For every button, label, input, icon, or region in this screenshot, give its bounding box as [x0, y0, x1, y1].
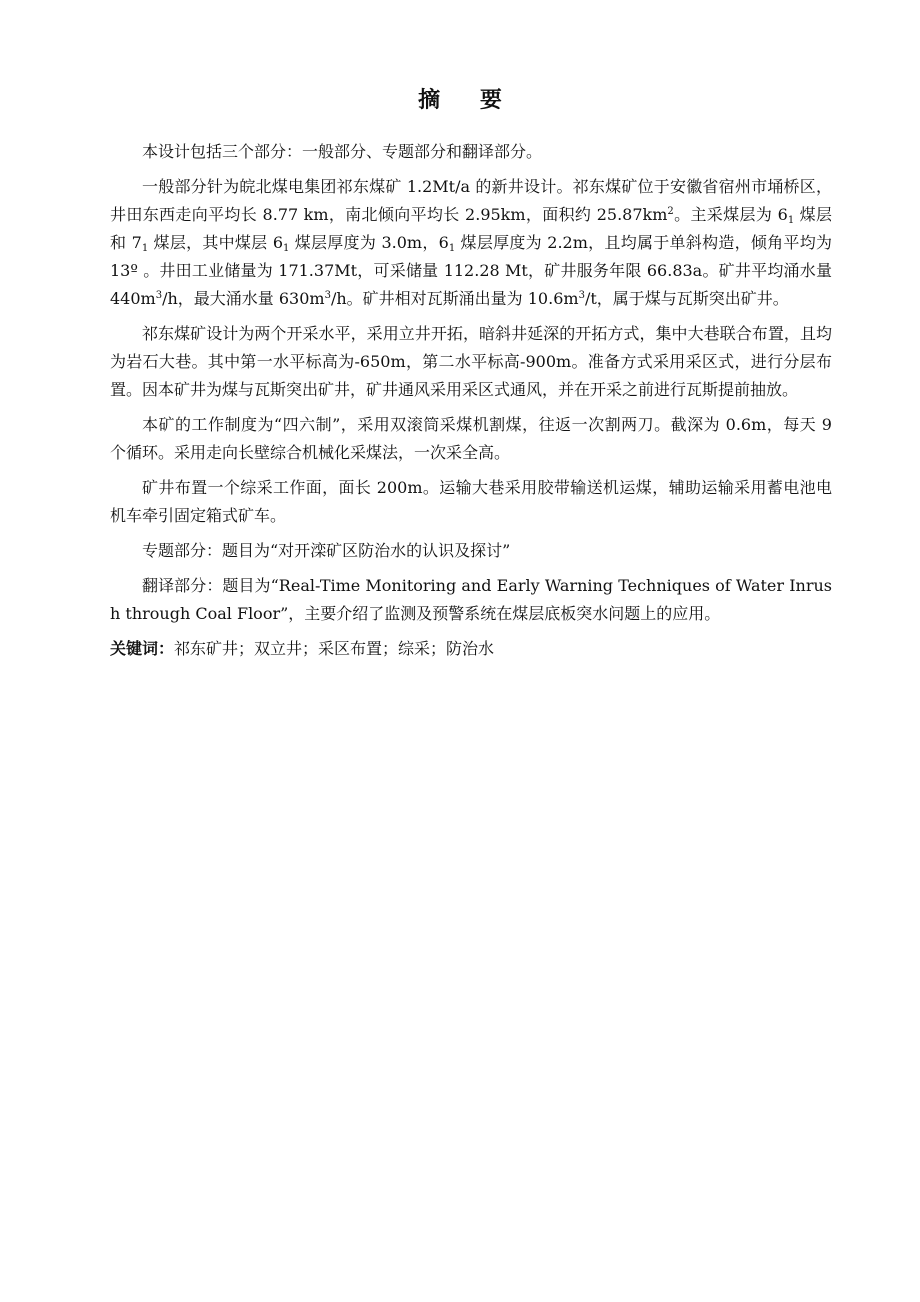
paragraph-development: 祁东煤矿设计为两个开采水平，采用立井开拓，暗斜井延深的开拓方式，集中大巷联合布置，且均为岩石大巷。其中第一水平标高为-650m，第二水平标高-900m。准备方式采用采区式，进行分层布置。因本矿井为煤与瓦斯突出矿井，矿井通风采用采区式通风，并在开采之前进行瓦斯提前抽放。: [110, 324, 832, 399]
abstract-body: [110, 138, 832, 663]
keywords-line: [110, 635, 832, 663]
subscript-seam-2: 1: [141, 243, 149, 254]
superscript-volume-2: 3: [324, 290, 331, 301]
general-text-1: 一般部分针为皖北煤电集团祁东煤矿 1.2Mt/a 的新井设计。祁东煤矿位于安徽省宿州市埇桥区，井田东西走向平均长 8.77 km，南北倾向平均长 2.95km，面积约 25.87km: [110, 177, 832, 224]
abstract-title: 摘 要: [418, 88, 518, 113]
superscript-volume-3: 3: [578, 290, 585, 301]
paragraph-overview: 本设计包括三个部分：一般部分、专题部分和翻译部分。: [142, 142, 543, 161]
paragraph-working-face: 矿井布置一个综采工作面，面长 200m。运输大巷采用胶带输送机运煤，辅助运输采用蓄电池电机车牵引固定箱式矿车。: [110, 478, 832, 525]
paragraph-general-part: [110, 173, 832, 313]
general-text-6: 煤层厚度为 2.2m，且均属于单斜构造，倾角平均为 13º 。井田工业储量为 171.37Mt，可采储量 112.28 Mt，矿井服务年限 66.83a。矿井平均涌水量 440m: [110, 233, 832, 308]
paragraph-translation: 翻译部分：题目为“Real-Time Monitoring and Early Warning Techniques of Water Inrush through Coal Floor”，主要介绍了监测及预警系统在煤层底板突水问题上的应用。: [110, 576, 832, 623]
paragraph-special-topic: 专题部分：题目为“对开滦矿区防治水的认识及探讨”: [142, 541, 511, 560]
general-text-4: 煤层，其中煤层 6: [148, 233, 283, 252]
paragraph-work-system: 本矿的工作制度为“四六制”，采用双滚筒采煤机割煤，往返一次割两刀。截深为 0.6m，每天 9 个循环。采用走向长壁综合机械化采煤法，一次采全高。: [110, 415, 832, 462]
superscript-area: 2: [667, 206, 674, 217]
general-text-5: 煤层厚度为 3.0m，6: [289, 233, 449, 252]
subscript-seam-1: 1: [787, 215, 795, 226]
general-text-7: /h，最大涌水量 630m: [162, 289, 325, 308]
subscript-seam-3: 1: [283, 243, 290, 254]
subscript-seam-4: 1: [448, 243, 456, 254]
general-text-2: 。主采煤层为 6: [673, 205, 788, 224]
keywords-label: 关键词：: [110, 639, 175, 658]
general-text-9: /t，属于煤与瓦斯突出矿井。: [584, 289, 789, 308]
general-text-8: /h。矿井相对瓦斯涌出量为 10.6m: [330, 289, 579, 308]
superscript-volume-1: 3: [155, 290, 163, 301]
general-text-3: 煤层和 7: [110, 205, 832, 252]
keywords-value: 祁东矿井；双立井；采区布置；综采；防治水: [174, 639, 495, 658]
